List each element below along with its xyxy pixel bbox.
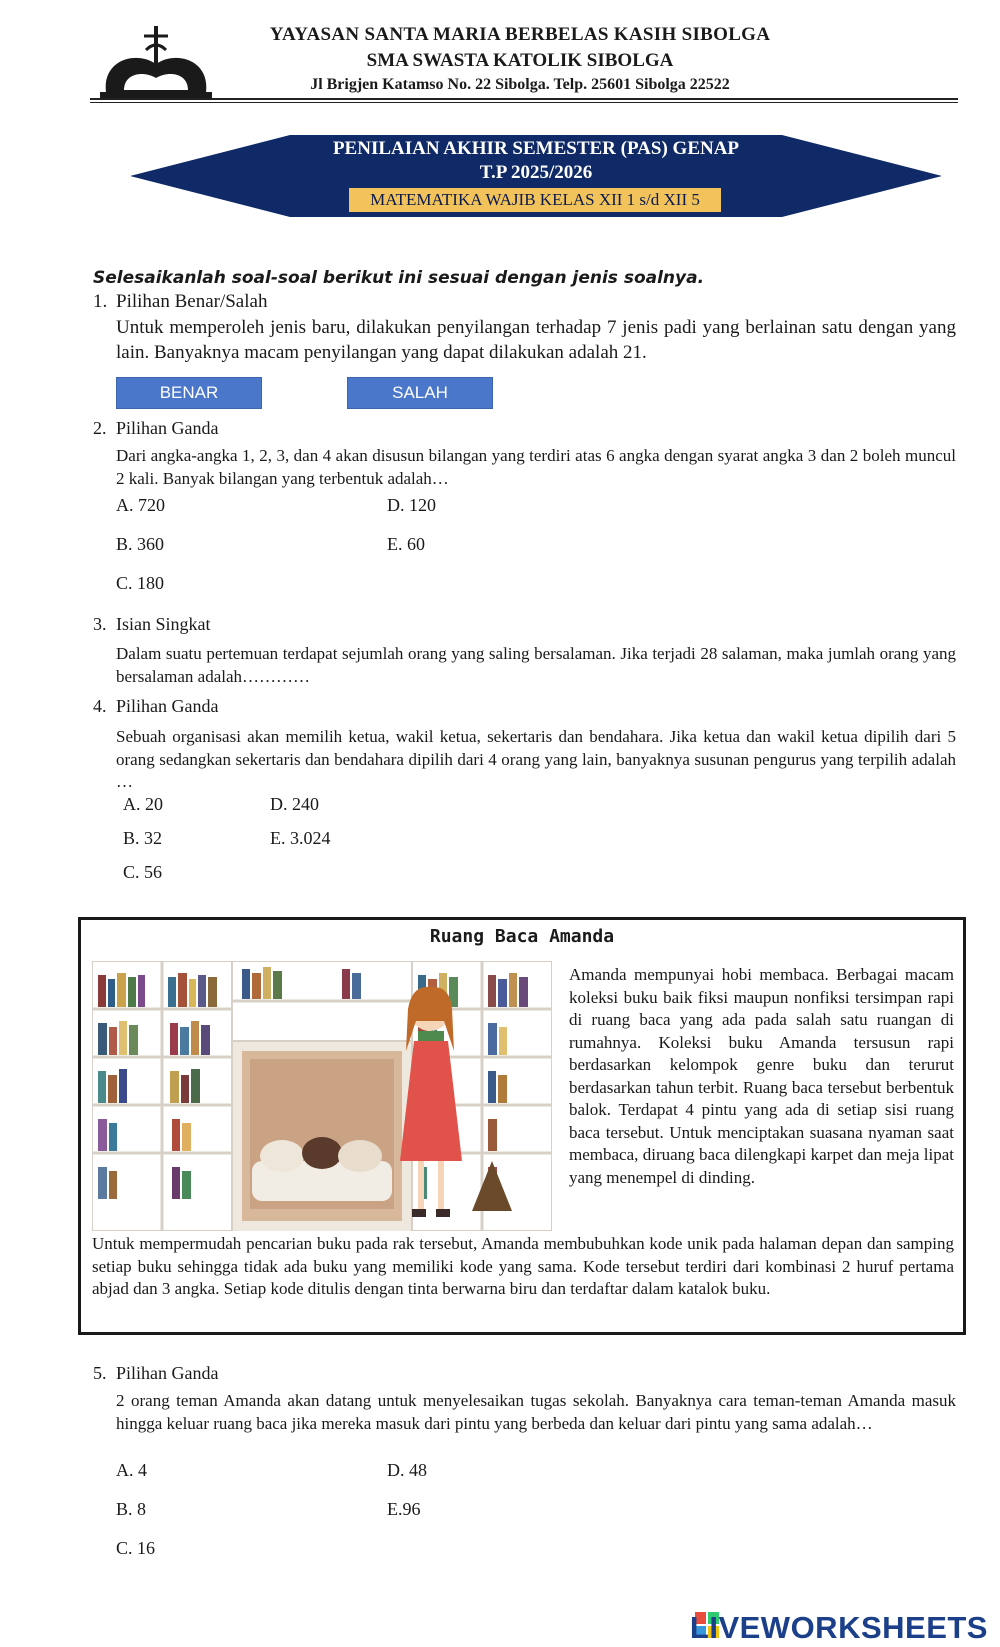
q5-option-c[interactable]: C. 16 [116,1538,156,1558]
q2-text: Dari angka-angka 1, 2, 3, dan 4 akan disusun bilangan yang terdiri atas 6 angka dengan syarat angka 3 dan 2 boleh muncul 2 kali. Banyak bilangan yang terbentuk adalah… [116,446,956,488]
exam-title: PENILAIAN AKHIR SEMESTER (PAS) GENAP [332,138,740,159]
q4-option-a[interactable]: A. 20 [123,794,163,814]
false-button[interactable]: SALAH [347,377,493,409]
q2-number: 2. [93,418,107,438]
q4-option-d[interactable]: D. 240 [270,794,319,814]
q5-option-d[interactable]: D. 48 [387,1460,427,1480]
true-button[interactable]: BENAR [116,377,262,409]
q4-type: Pilihan Ganda [116,696,219,716]
reading-title: Ruang Baca Amanda [429,926,615,947]
q5-option-a[interactable]: A. 4 [116,1460,147,1480]
reading-text-code: Untuk mempermudah pencarian buku pada rak tersebut, Amanda membubuhkan kode unik pada halaman depan dan samping setiap buku sehingga tidak ada buku yang memiliki kode yang sama. Kode tersebut terdiri dari kombinasi 2 huruf pertama abjad dan 3 angka. Setiap kode ditulis dengan tinta berwarna biru dan terdaftar dalam katalok buku. [92,1234,954,1298]
q5-option-e[interactable]: E.96 [387,1499,421,1519]
exam-subject: MATEMATIKA WAJIB KELAS XII 1 s/d XII 5 [349,188,721,212]
q4-text: Sebuah organisasi akan memilih ketua, wakil ketua, sekertaris dan bendahara. Jika ketua dan wakil ketua dipilih dari 5 orang sedangkan sekertaris dan bendahara dipilih dari 4 orang yang lain, banyaknya susunan pengurus yang terpilih adalah … [116,727,956,791]
header-divider-thin [90,102,958,103]
q2-type: Pilihan Ganda [116,418,219,438]
instructions: Selesaikanlah soal-soal berikut ini sesuai dengan jenis soalnya. [93,268,705,288]
q1-text: Untuk memperoleh jenis baru, dilakukan penyilangan terhadap 7 jenis padi yang berlainan satu dengan yang lain. Banyaknya macam penyilangan yang dapat dilakukan adalah 21. [116,317,956,363]
q2-option-b[interactable]: B. 360 [116,534,165,554]
q5-number: 5. [93,1363,107,1383]
q3-text: Dalam suatu pertemuan terdapat sejumlah orang yang saling bersalaman. Jika terjadi 28 salaman, maka jumlah orang yang bersalaman adalah………… [116,644,956,686]
exam-year: T.P 2025/2026 [479,162,593,183]
q2-option-a[interactable]: A. 720 [116,495,165,515]
liveworksheets-brand[interactable]: LIVEWORKSHEETS [689,1610,988,1645]
q5-type: Pilihan Ganda [116,1363,219,1383]
q4-option-b[interactable]: B. 32 [123,828,163,848]
reading-room-illustration [92,961,552,1231]
q2-option-e[interactable]: E. 60 [387,534,425,554]
q2-option-c[interactable]: C. 180 [116,573,165,593]
q3-number: 3. [93,614,107,634]
q2-option-d[interactable]: D. 120 [387,495,436,515]
q3-type: Isian Singkat [116,614,211,634]
q1-number: 1. [93,291,108,312]
q5-option-b[interactable]: B. 8 [116,1499,147,1519]
q4-number: 4. [93,696,107,716]
q1-type: Pilihan Benar/Salah [116,291,268,312]
school-address: Jl Brigjen Katamso No. 22 Sibolga. Telp. 25601 Sibolga 22522 [310,76,730,93]
school-name: SMA SWASTA KATOLIK SIBOLGA [366,50,674,71]
reading-text-intro: Amanda mempunyai hobi membaca. Berbagai macam koleksi buku baik fiksi maupun nonfiksi tersimpan rapi di ruang baca yang ada pada salah satu ruangan di rumahnya. Koleksi buku Amanda tersusun rapi berdasarkan kelompok genre buku dan terurut berdasarkan tahun terbit. Ruang baca tersebut berbentuk balok. Terdapat 4 pintu yang ada di setiap sisi ruang baca tersebut. Untuk menciptakan suasana nyaman saat membaca, diruang baca dilengkapi karpet dan meja lipat yang menempel di dinding. [569,965,954,1187]
foundation-name: YAYASAN SANTA MARIA BERBELAS KASIH SIBOLGA [269,24,771,45]
q4-option-c[interactable]: C. 56 [123,862,163,882]
q5-text: 2 orang teman Amanda akan datang untuk menyelesaikan tugas sekolah. Banyaknya cara teman-teman Amanda masuk hingga keluar ruang baca jika mereka masuk dari pintu yang berbeda dan keluar dari pintu yang sama adalah… [116,1391,956,1433]
header-divider [90,98,958,100]
q4-option-e[interactable]: E. 3.024 [270,828,331,848]
